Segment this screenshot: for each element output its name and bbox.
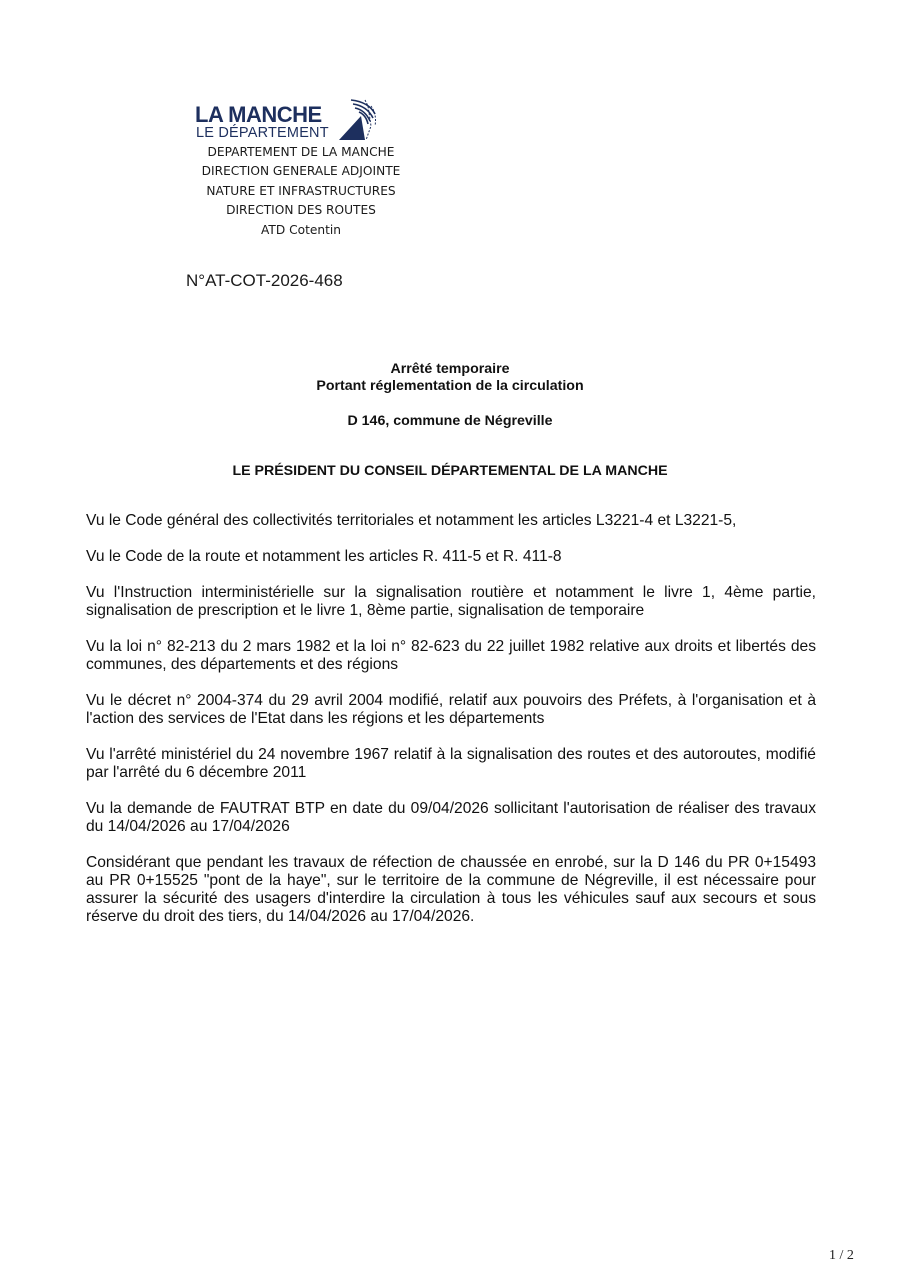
- paragraph: Vu l'Instruction interministérielle sur la signalisation routière et notamment le livre 1, 4ème partie, signalisation de prescription et le livre 1, 8ème partie, signalisation de temporaire: [86, 584, 816, 619]
- org-line: NATURE ET INFRASTRUCTURES: [206, 183, 396, 198]
- decree-body: [86, 512, 816, 944]
- paragraph: Vu l'arrêté ministériel du 24 novembre 1967 relatif à la signalisation des routes et des autoroutes, modifié par l'arrêté du 6 décembre 2011: [86, 746, 816, 781]
- la-manche-sail-icon: [335, 96, 381, 142]
- org-line: DEPARTEMENT DE LA MANCHE: [207, 145, 395, 159]
- department-logo: [195, 96, 385, 144]
- road-commune: , commune de Négreville: [385, 413, 553, 429]
- page-number: 1 / 2: [829, 1248, 854, 1263]
- logo-subtitle: LE DÉPARTEMENT: [196, 125, 329, 141]
- decree-reference-number: N°AT-COT-2026-468: [186, 271, 343, 290]
- title-line-1: Arrêté temporaire: [390, 361, 510, 377]
- president-heading: LE PRÉSIDENT DU CONSEIL DÉPARTEMENTAL DE LA MANCHE: [232, 463, 668, 479]
- paragraph: Vu le décret n° 2004-374 du 29 avril 2004 modifié, relatif aux pouvoirs des Préfets, à l'organisation et à l'action des services de l'Etat dans les régions et les départements: [86, 692, 816, 727]
- organization-header: [140, 143, 462, 240]
- road-name: D 146: [347, 413, 386, 429]
- org-line: ATD Cotentin: [261, 222, 341, 237]
- paragraph: Vu le Code général des collectivités territoriales et notamment les articles L3221-4 et L3221-5,: [86, 512, 737, 529]
- paragraph: Vu le Code de la route et notamment les articles R. 411-5 et R. 411-8: [86, 548, 562, 565]
- paragraph: Vu la demande de FAUTRAT BTP en date du 09/04/2026 sollicitant l'autorisation de réaliser des travaux du 14/04/2026 au 17/04/2026: [86, 800, 816, 835]
- logo-name: LA MANCHE: [195, 102, 322, 127]
- title-line-2: Portant réglementation de la circulation: [316, 378, 584, 394]
- org-line: DIRECTION DES ROUTES: [226, 203, 376, 218]
- org-line: DIRECTION GENERALE ADJOINTE: [201, 164, 401, 179]
- road-location: [0, 413, 900, 429]
- paragraph: Vu la loi n° 82-213 du 2 mars 1982 et la loi n° 82-623 du 22 juillet 1982 relative aux droits et libertés des communes, des départements et des régions: [86, 638, 816, 673]
- decree-title: [0, 361, 900, 395]
- paragraph: Considérant que pendant les travaux de réfection de chaussée en enrobé, sur la D 146 du PR 0+15493 au PR 0+15525 "pont de la haye", sur le territoire de la commune de Négreville, il est nécessaire pour assurer la sécurité des usagers d'interdire la circulation à tous les véhicules sauf aux secours et sous réserve du droit des tiers, du 14/04/2026 au 17/04/2026.: [86, 854, 816, 925]
